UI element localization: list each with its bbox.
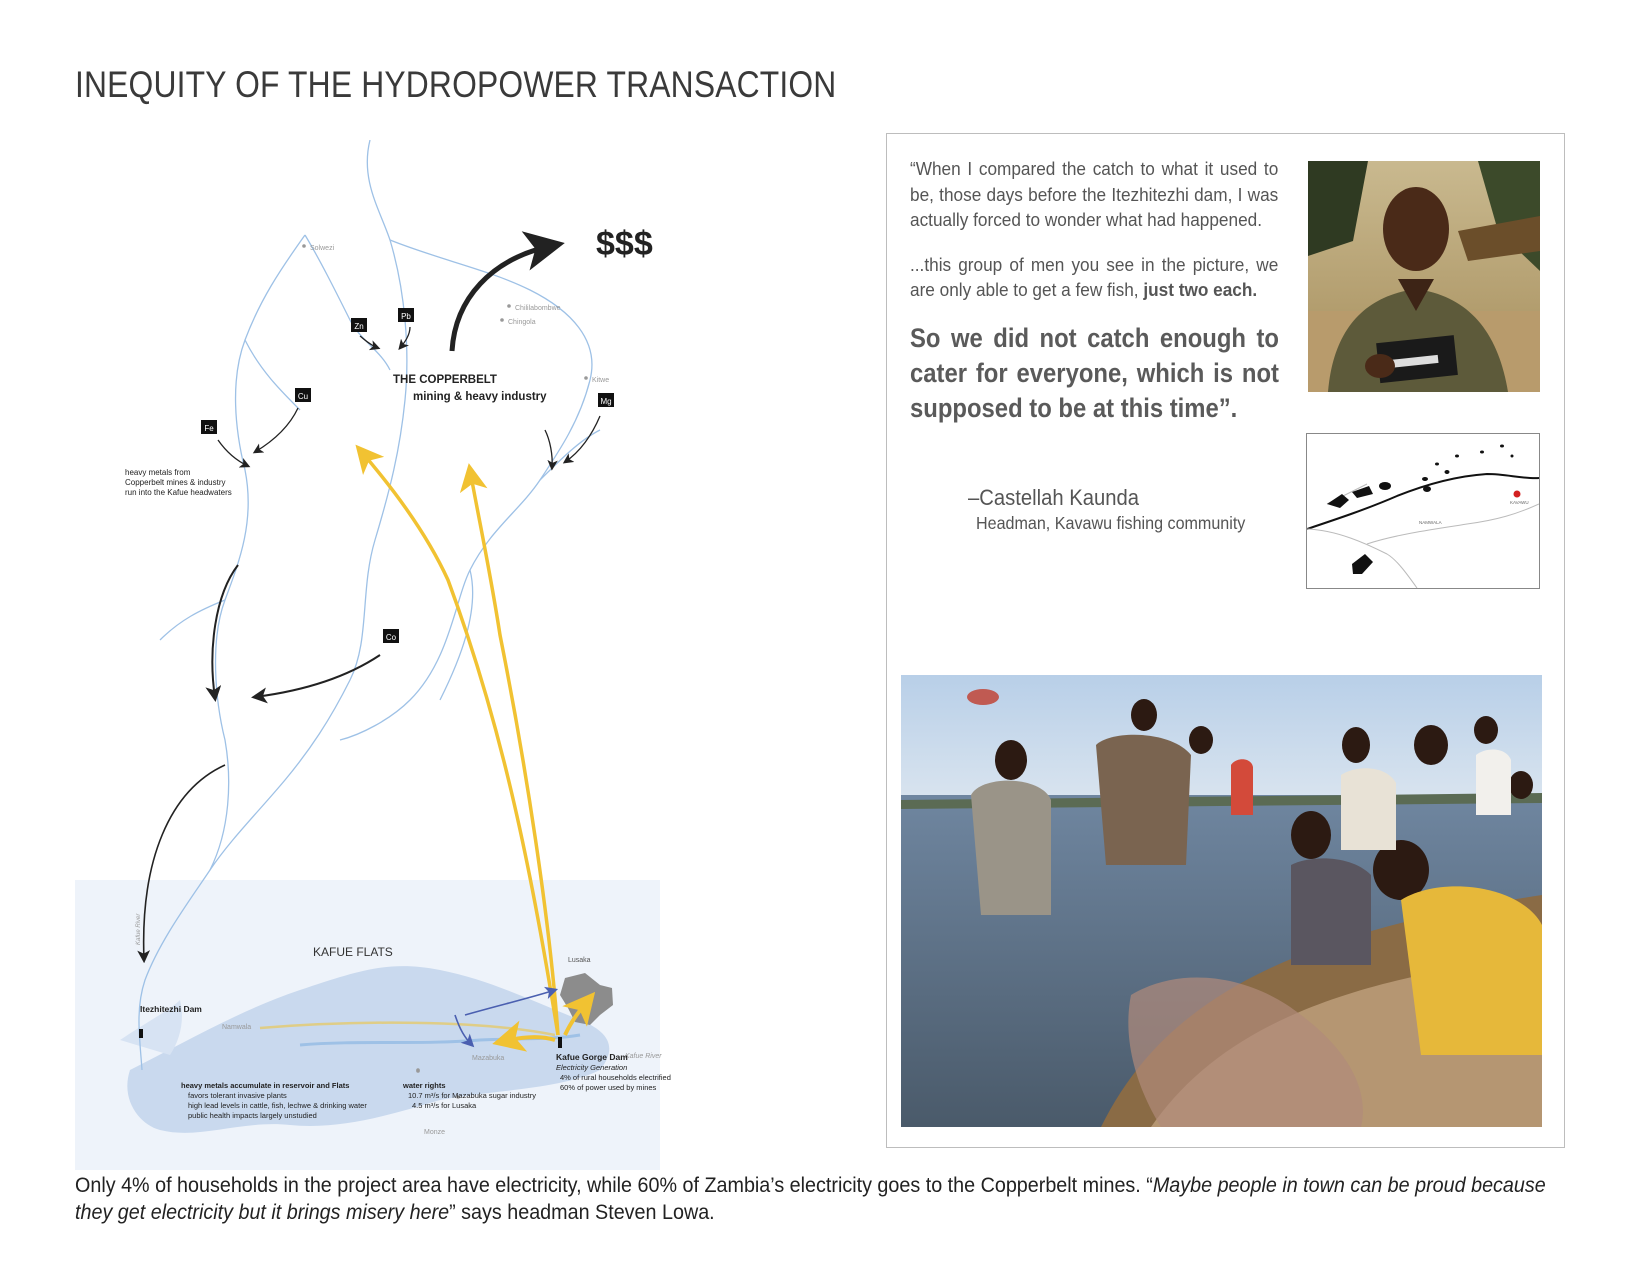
svg-text:Zn: Zn — [354, 322, 364, 331]
town-kitwe: Kitwe — [592, 377, 610, 384]
svg-text:Pb: Pb — [401, 312, 411, 321]
svg-text:Fe: Fe — [204, 424, 214, 433]
water-rights-title: water rights — [403, 1081, 446, 1090]
inset-label-kavawu: KAVAWU — [1510, 500, 1529, 505]
kafue-gorge-line-2: 60% of power used by mines — [560, 1083, 657, 1092]
kafue-flats-label: KAFUE FLATS — [313, 945, 393, 959]
element-badge-cu — [295, 388, 311, 402]
quote-paragraph-1: “When I compared the catch to what it used to be, those days before the Itezhitezhi dam, I was actually forced to wonder what had happened. — [910, 158, 1279, 230]
town-monze: Monze — [424, 1129, 446, 1136]
kafue-gorge-dam-marker — [558, 1037, 562, 1048]
copperbelt-subtitle: mining & heavy industry — [413, 391, 547, 403]
accumulate-title: heavy metals accumulate in reservoir and Flats — [181, 1081, 350, 1090]
caption-quote: Maybe people in town can be proud because they get electricity but it brings misery here — [75, 1174, 1546, 1224]
element-badge-mg — [598, 393, 614, 407]
footer-caption: Only 4% of households in the project area have electricity, while 60% of Zambia’s electricity goes to the Copperbelt mines. “Maybe people in town can be proud because they get electricity but it brings misery here” says headman Steven Lowa. — [75, 1174, 1546, 1224]
headman-portrait-photo — [1308, 161, 1540, 392]
kafue-gorge-sub: Electricity Generation — [556, 1063, 628, 1072]
element-badge-pb — [398, 308, 414, 322]
kafue-gorge-line-1: 4% of rural households electrified — [560, 1073, 671, 1082]
accumulate-line-3: public health impacts largely unstudied — [188, 1111, 317, 1120]
svg-text:Cu: Cu — [297, 392, 309, 401]
element-badge-zn — [351, 318, 367, 332]
profit-arrow — [452, 245, 555, 351]
town-namwala: Namwala — [222, 1024, 252, 1031]
quote-author: –Castellah Kaunda — [968, 485, 1140, 510]
svg-text:Co: Co — [385, 633, 397, 642]
quote-paragraph-2: ...this group of men you see in the picture, we are only able to get a few fish, just two each. — [910, 253, 1279, 300]
town-chililabombwe: Chililabombwe — [515, 305, 561, 312]
inset-label-namwala: NAMWALA — [1419, 520, 1442, 525]
water-rights-line-2: 4.5 m³/s for Lusaka — [412, 1101, 477, 1110]
quote-block — [910, 156, 1278, 426]
label-kafue-river: Kafue River — [625, 1053, 662, 1060]
element-badge-co — [383, 629, 399, 643]
svg-text:Mg: Mg — [600, 397, 612, 406]
quote-author-role: Headman, Kavawu fishing community — [976, 513, 1246, 533]
page-title: INEQUITY OF THE HYDROPOWER TRANSACTION — [75, 64, 837, 105]
itezhitezhi-dam-marker — [139, 1029, 143, 1038]
quote-emphasis: just two each. — [1143, 279, 1258, 300]
kavawu-location-inset-map — [1306, 433, 1540, 589]
accumulate-line-1: favors tolerant invasive plants — [188, 1091, 287, 1100]
quote-highlight: So we did not catch enough to cater for everyone, which is not supposed to be at this time”. — [910, 322, 1279, 423]
copperbelt-title: THE COPPERBELT — [393, 374, 497, 386]
town-mazabuka: Mazabuka — [472, 1055, 505, 1062]
kafue-gorge-title: Kafue Gorge Dam — [556, 1052, 628, 1062]
town-chingola: Chingola — [508, 319, 536, 326]
town-lusaka: Lusaka — [568, 957, 591, 964]
heavy-metals-line-1: heavy metals from — [125, 468, 191, 477]
heavy-metals-line-3: run into the Kafue headwaters — [125, 488, 232, 497]
money-symbol: $$$ — [596, 225, 653, 263]
kavawu-location-marker — [1514, 491, 1521, 498]
fishermen-nets-photo — [901, 675, 1542, 1127]
label-kafue-river-west: Kafue River — [136, 913, 142, 945]
element-badge-fe — [201, 420, 217, 434]
itezhitezhi-dam-label: Itezhitezhi Dam — [140, 1004, 202, 1014]
heavy-metals-line-2: Copperbelt mines & industry — [125, 478, 226, 487]
accumulate-line-2: high lead levels in cattle, fish, lechwe & drinking water — [188, 1101, 367, 1110]
kafue-basin-map — [60, 140, 700, 1170]
town-solwezi: Solwezi — [310, 245, 335, 252]
water-rights-line-1: 10.7 m³/s for Mazabuka sugar industry — [408, 1091, 536, 1100]
